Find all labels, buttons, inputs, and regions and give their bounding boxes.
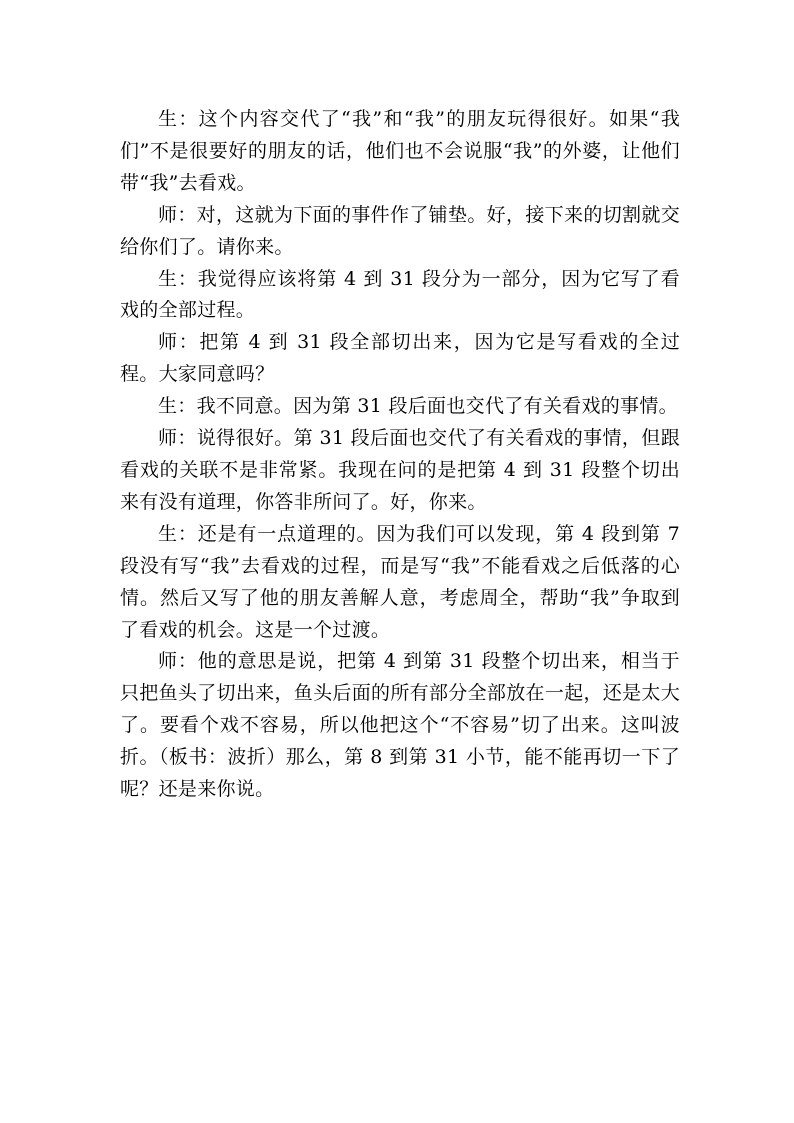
paragraph-teacher-4: 师：他的意思是说，把第 4 到第 31 段整个切出来，相当于只把鱼头了切出来，鱼头后面的所有部分全部放在一起，还是太大了。要看个戏不容易，所以他把这个“不容易”切了出来。这叫波折。（板书：波折）那么，第 8 到第 31 小节，能不能再切一下了呢？还是来你说。: [120, 650, 680, 801]
paragraph-teacher-2: 师：把第 4 到 31 段全部切出来，因为它是写看戏的全过程。大家同意吗？: [120, 331, 680, 386]
paragraph-student-2: 生：我觉得应该将第 4 到 31 段分为一部分，因为它写了看戏的全部过程。: [120, 267, 680, 322]
paragraph-student-4: 生：还是有一点道理的。因为我们可以发现，第 4 段到第 7 段没有写“我”去看戏的过程，而是写“我”不能看戏之后低落的心情。然后又写了他的朋友善解人意，考虑周全，帮助“我”争取到了看戏的机会。这是一个过渡。: [120, 522, 680, 641]
document-body: [120, 104, 680, 806]
paragraph-teacher-3: 师：说得很好。第 31 段后面也交代了有关看戏的事情，但跟看戏的关联不是非常紧。我现在问的是把第 4 到 31 段整个切出来有没有道理，你答非所问了。好，你来。: [120, 427, 680, 513]
paragraph-student-3: 生：我不同意。因为第 31 段后面也交代了有关看戏的事情。: [158, 395, 678, 418]
paragraph-teacher-1: 师：对，这就为下面的事件作了铺垫。好，接下来的切割就交给你们了。请你来。: [120, 203, 680, 258]
paragraph-student-1: 生：这个内容交代了“我”和“我”的朋友玩得很好。如果“我们”不是很要好的朋友的话，他们也不会说服“我”的外婆，让他们带“我”去看戏。: [120, 108, 680, 194]
